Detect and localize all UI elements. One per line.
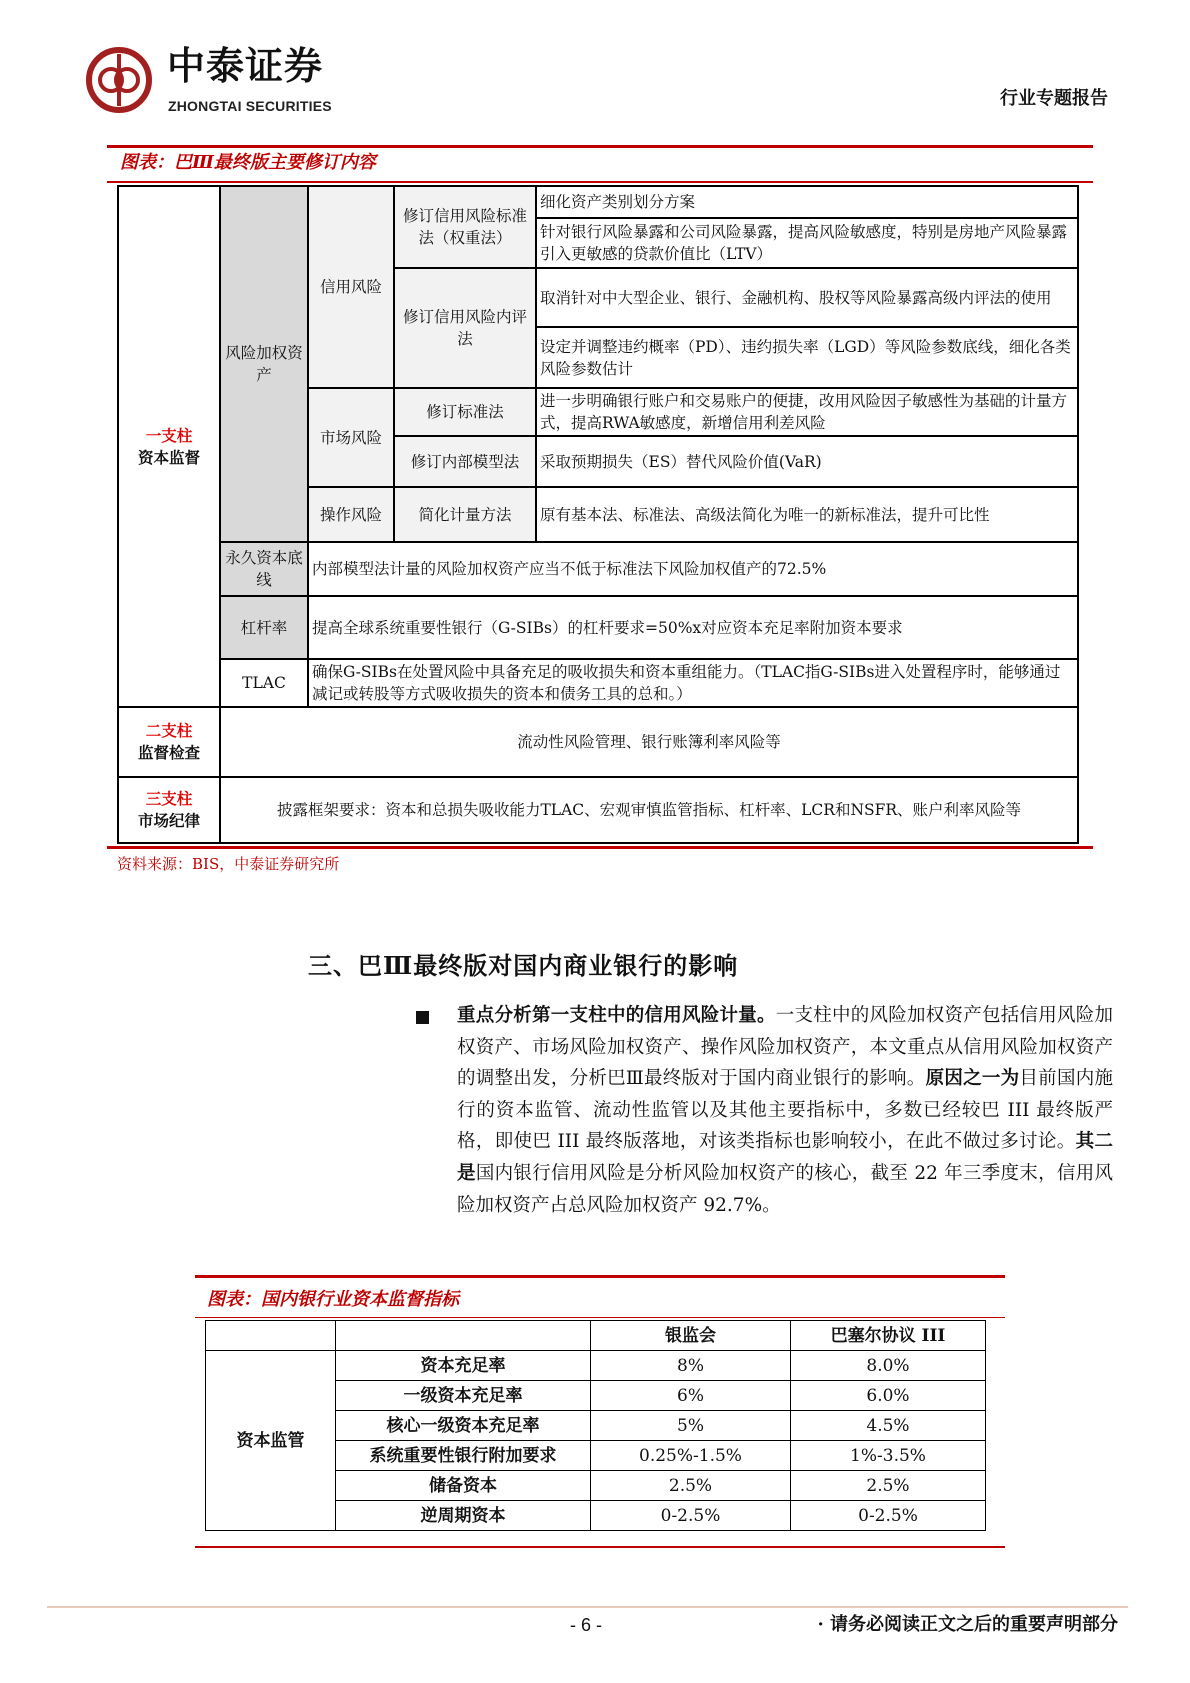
revision-detail: 取消针对中大型企业、银行、金融机构、股权等风险暴露高级内评法的使用: [536, 268, 1078, 327]
indicator-name: 储备资本: [336, 1471, 591, 1501]
figure1-bottom-rule: [107, 846, 1093, 849]
cbrc-value: 0-2.5%: [591, 1501, 791, 1531]
cbrc-value: 0.25%-1.5%: [591, 1441, 791, 1471]
report-type: 行业专题报告: [1000, 88, 1108, 109]
zhongtai-logo-icon: [85, 46, 153, 114]
figure2-top-rule: [195, 1275, 1005, 1278]
para-text: 国内银行信用风险是分析风险加权资产的核心，截至 22 年三季度末，信用风险加权资产占总风险加权资产 92.7%。: [457, 1162, 1113, 1216]
basel3-revisions-table: [117, 185, 1079, 844]
pillar1-cell: [118, 186, 220, 707]
pillar3-name: 市场纪律: [137, 811, 200, 830]
tlac-cell: TLAC: [220, 659, 308, 707]
std-approach-cell: 修订信用风险标准法（权重法）: [394, 186, 536, 268]
cbrc-value: 8%: [591, 1351, 791, 1381]
cbrc-value: 6%: [591, 1381, 791, 1411]
section-heading: 三、巴Ⅲ最终版对国内商业银行的影响: [308, 951, 739, 980]
pillar2-name: 监督检查: [137, 743, 200, 762]
figure2-title: 图表：国内银行业资本监督指标: [207, 1289, 459, 1310]
bullet-square-icon: [416, 1011, 429, 1024]
revision-detail: 采取预期损失（ES）替代风险价值(VaR): [536, 436, 1078, 487]
basel-value: 8.0%: [791, 1351, 986, 1381]
cbrc-value: 5%: [591, 1411, 791, 1441]
table-header-row: [206, 1321, 986, 1351]
revision-detail: 针对银行风险暴露和公司风险暴露，提高风险敏感度，特别是房地产风险暴露引入更敏感的贷款价值比（LTV）: [536, 218, 1078, 268]
basel-value: 0-2.5%: [791, 1501, 986, 1531]
figure1-title-rule: [107, 181, 1093, 183]
revision-detail: 细化资产类别划分方案: [536, 186, 1078, 218]
column-header: [206, 1321, 336, 1351]
capital-floor-cell: 永久资本底线: [220, 542, 308, 596]
cbrc-value: 2.5%: [591, 1471, 791, 1501]
mkt-std-cell: 修订标准法: [394, 388, 536, 436]
pillar3-text: 披露框架要求：资本和总损失吸收能力TLAC、宏观审慎监管指标、杠杆率、LCR和NSFR、账户利率风险等: [220, 777, 1078, 843]
rwa-cell: 风险加权资产: [220, 186, 308, 542]
credit-risk-cell: 信用风险: [308, 186, 394, 388]
para-bold: 其二是: [457, 1131, 1113, 1184]
revision-detail: 进一步明确银行账户和交易账户的便捷，改用风险因子敏感性为基础的计量方式，提高RWA敏感度，新增信用利差风险: [536, 388, 1078, 436]
footer-divider: [47, 1606, 1128, 1608]
company-logo: [85, 44, 375, 124]
column-header: 巴塞尔协议 III: [791, 1321, 986, 1351]
basel-value: 2.5%: [791, 1471, 986, 1501]
pillar3-label: 三支柱: [145, 789, 193, 808]
indicator-name: 核心一级资本充足率: [336, 1411, 591, 1441]
pillar1-name: 资本监督: [137, 447, 200, 467]
mkt-ima-cell: 修订内部模型法: [394, 436, 536, 487]
footer-disclaimer: · 请务必阅读正文之后的重要声明部分: [817, 1614, 1118, 1635]
tlac-text: 确保G-SIBs在处置风险中具备充足的吸收损失和资本重组能力。（TLAC指G-SIBs进入处置程序时，能够通过减记或转股等方式吸收损失的资本和债务工具的总和。）: [308, 659, 1078, 707]
group-label: 资本监管: [206, 1351, 336, 1531]
pillar2-label: 二支柱: [145, 721, 193, 740]
pillar1-label: 一支柱: [145, 425, 193, 445]
figure1-top-rule: [107, 145, 1093, 148]
para-bold: 重点分析第一支柱中的信用风险计量。: [457, 1005, 776, 1026]
basel-value: 4.5%: [791, 1411, 986, 1441]
irb-approach-cell: 修订信用风险内评法: [394, 268, 536, 388]
op-method-cell: 简化计量方法: [394, 487, 536, 542]
column-header: 银监会: [591, 1321, 791, 1351]
para-bold: 原因之一为: [925, 1068, 1020, 1090]
op-risk-cell: 操作风险: [308, 487, 394, 542]
leverage-cell: 杠杆率: [220, 596, 308, 659]
basel-value: 1%-3.5%: [791, 1441, 986, 1471]
capital-floor-text: 内部模型法计量的风险加权资产应当不低于标准法下风险加权值产的72.5%: [308, 542, 1078, 596]
leverage-text: 提高全球系统重要性银行（G-SIBs）的杠杆要求=50%x对应资本充足率附加资本要求: [308, 596, 1078, 659]
revision-detail: 设定并调整违约概率（PD）、违约损失率（LGD）等风险参数底线，细化各类风险参数估计: [536, 327, 1078, 388]
para-text: 一支柱中的风险加权资产包括信用风险加权资产、市场风险加权资产、操作风险加权资产，本文重点从信用风险加权资产的调整出发，分析巴Ⅲ最终版对于国内商业银行的影响。: [457, 1005, 1113, 1090]
indicator-name: 一级资本充足率: [336, 1381, 591, 1411]
figure1-title: 图表：巴Ⅲ最终版主要修订内容: [120, 152, 376, 173]
table-row: [206, 1351, 986, 1381]
basel-value: 6.0%: [791, 1381, 986, 1411]
page-number: - 6 -: [570, 1615, 603, 1635]
logo-chinese-name: 中泰证券: [167, 44, 324, 88]
pillar2-cell: [118, 707, 220, 777]
section-paragraph: [457, 1000, 1113, 1221]
figure1-block: [107, 185, 1093, 874]
figure2-title-rule: [195, 1317, 1005, 1318]
figure2-bottom-rule: [195, 1546, 1005, 1548]
revision-detail: 原有基本法、标准法、高级法简化为唯一的新标准法，提升可比性: [536, 487, 1078, 542]
column-header: [336, 1321, 591, 1351]
para-text: 目前国内施行的资本监管、流动性监管以及其他主要指标中，多数已经较巴 III 最终版严格，即使巴 III 最终版落地，对该类指标也影响较小，在此不做过多讨论。: [457, 1068, 1113, 1153]
pillar3-cell: [118, 777, 220, 843]
logo-english-name: ZHONGTAI SECURITIES: [168, 98, 332, 114]
indicator-name: 资本充足率: [336, 1351, 591, 1381]
indicator-name: 逆周期资本: [336, 1501, 591, 1531]
market-risk-cell: 市场风险: [308, 388, 394, 487]
figure1-source: 资料来源：BIS，中泰证券研究所: [117, 855, 340, 873]
indicator-name: 系统重要性银行附加要求: [336, 1441, 591, 1471]
capital-indicators-table: [205, 1320, 986, 1531]
pillar2-text: 流动性风险管理、银行账簿利率风险等: [220, 707, 1078, 777]
